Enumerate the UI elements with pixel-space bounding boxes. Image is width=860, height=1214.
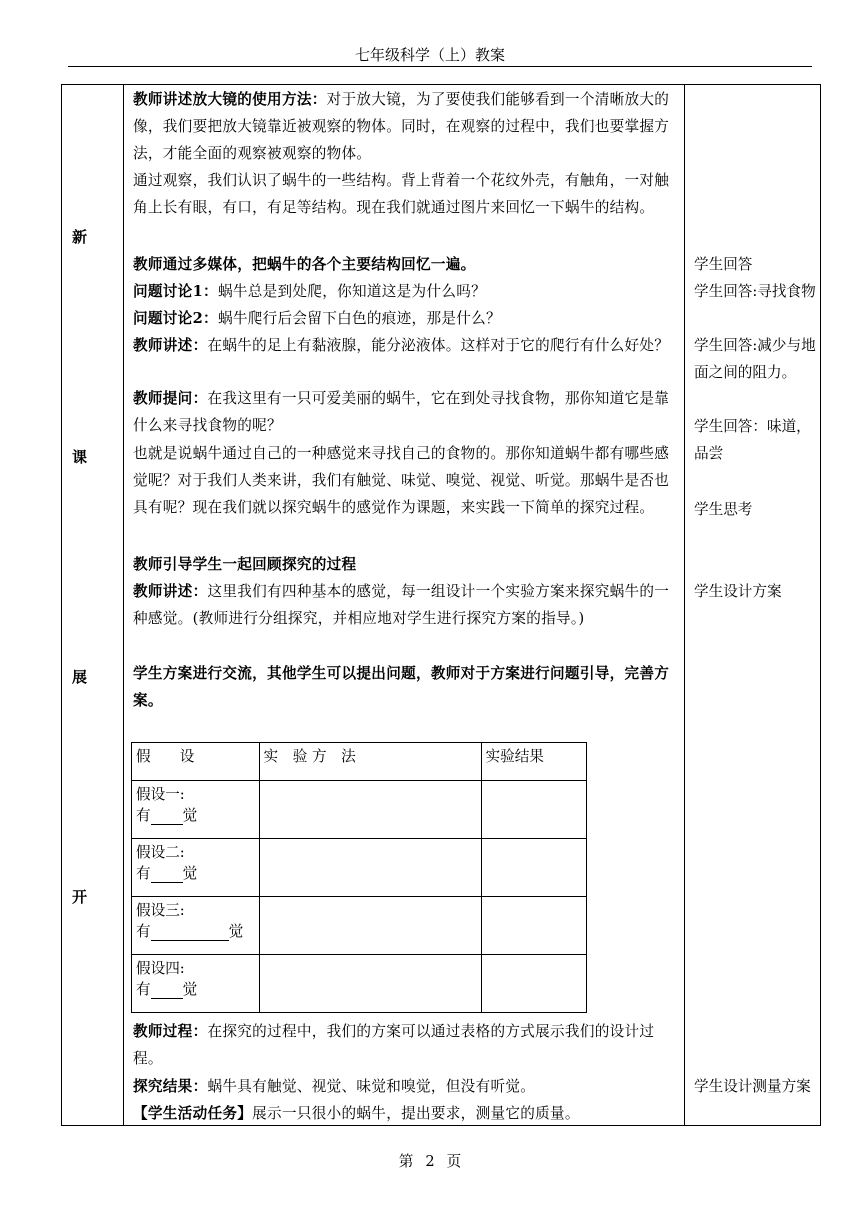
student-response: 学生思考 (694, 501, 753, 518)
paragraph: 探究结果：蜗牛具有触觉、视觉、味觉和嗅觉，但没有听觉。 (133, 1078, 536, 1095)
fill-blank[interactable] (151, 824, 183, 825)
student-response: 学生回答:减少与地面之间的阻力。 (694, 337, 816, 381)
paragraph: 【学生活动任务】展示一只很小的蜗牛，提出要求，测量它的质量。 (133, 1105, 580, 1122)
paragraph: 教师讲述：这里我们有四种基本的感觉，每一组设计一个实验方案来探究蜗牛的一种感觉。(教师进行分组探究，并相应地对学生进行探究方案的指导。) (133, 583, 670, 627)
table-header-cell: 实 验 方 法 (259, 743, 481, 781)
fill-blank[interactable] (151, 940, 229, 941)
result-cell[interactable] (481, 897, 586, 955)
paragraph: 教师提问：在我这里有一只可爱美丽的蜗牛，它在到处寻找食物，那你知道它是靠什么来寻找食物的呢？ (133, 390, 670, 434)
student-response: 学生回答 (694, 256, 753, 273)
table-header-cell: 实验结果 (481, 743, 586, 781)
paragraph: 也就是说蜗牛通过自己的一种感觉来寻找自己的食物的。那你知道蜗牛都有哪些感觉呢？对于我们人类来讲，我们有触觉、味觉、嗅觉、视觉、听觉。那蜗牛是否也具有呢？现在我们就以探究蜗牛的感觉作为课题，来实践一下简单的探究过程。 (133, 445, 670, 516)
paragraph: 问题讨论1：蜗牛总是到处爬，你知道这是为什么吗？ (133, 283, 487, 300)
stage-char: 展 (72, 668, 88, 686)
method-cell[interactable] (259, 955, 481, 1013)
fill-blank[interactable] (151, 882, 183, 883)
method-cell[interactable] (259, 839, 481, 897)
stage-char: 开 (72, 888, 88, 906)
student-response: 学生设计测量方案 (694, 1078, 811, 1095)
student-response: 学生回答：味道，品尝 (694, 418, 811, 462)
hypothesis-cell: 假设四: 有 觉 (132, 955, 260, 1013)
stage-char: 课 (72, 448, 88, 466)
hypothesis-table (131, 742, 587, 1013)
column-divider-1 (123, 84, 124, 1126)
paragraph: 学生方案进行交流，其他学生可以提出问题，教师对于方案进行问题引导，完善方案。 (133, 665, 670, 709)
stage-char: 新 (72, 228, 88, 246)
table-row (132, 839, 587, 897)
table-row (132, 781, 587, 839)
paragraph: 教师通过多媒体，把蜗牛的各个主要结构回忆一遍。 (133, 256, 476, 273)
page-footer: 第 2 页 (398, 1153, 462, 1170)
result-cell[interactable] (481, 955, 586, 1013)
column-divider-2 (684, 84, 685, 1126)
page-header-title: 七年级科学（上）教案 (354, 46, 505, 64)
paragraph: 问题讨论2：蜗牛爬行后会留下白色的痕迹，那是什么？ (133, 310, 501, 327)
table-header-cell: 假 设 (132, 743, 260, 781)
hypothesis-cell: 假设一: 有 觉 (132, 781, 260, 839)
result-cell[interactable] (481, 781, 586, 839)
student-response: 学生设计方案 (694, 583, 782, 600)
paragraph: 教师讲述放大镜的使用方法：对于放大镜，为了要使我们能够看到一个清晰放大的像，我们要把放大镜靠近被观察的物体。同时，在观察的过程中，我们也要掌握方法，才能全面的观察被观察的物体。 (133, 91, 670, 162)
hypothesis-cell: 假设二: 有 觉 (132, 839, 260, 897)
fill-blank[interactable] (151, 998, 183, 999)
hypothesis-cell: 假设三: 有 觉 (132, 897, 260, 955)
method-cell[interactable] (259, 781, 481, 839)
student-response: 学生回答:寻找食物 (694, 283, 816, 300)
paragraph: 教师引导学生一起回顾探究的过程 (133, 556, 357, 573)
method-cell[interactable] (259, 897, 481, 955)
table-row (132, 897, 587, 955)
table-row (132, 955, 587, 1013)
page-number: 2 (425, 1153, 435, 1170)
header-rule (68, 66, 812, 67)
paragraph: 通过观察，我们认识了蜗牛的一些结构。背上背着一个花纹外壳，有触角，一对触角上长有眼，有口，有足等结构。现在我们就通过图片来回忆一下蜗牛的结构。 (133, 172, 670, 216)
result-cell[interactable] (481, 839, 586, 897)
paragraph: 教师讲述：在蜗牛的足上有黏液腺，能分泌液体。这样对于它的爬行有什么好处？ (133, 337, 670, 354)
paragraph: 教师过程：在探究的过程中，我们的方案可以通过表格的方式展示我们的设计过程。 (133, 1023, 655, 1067)
